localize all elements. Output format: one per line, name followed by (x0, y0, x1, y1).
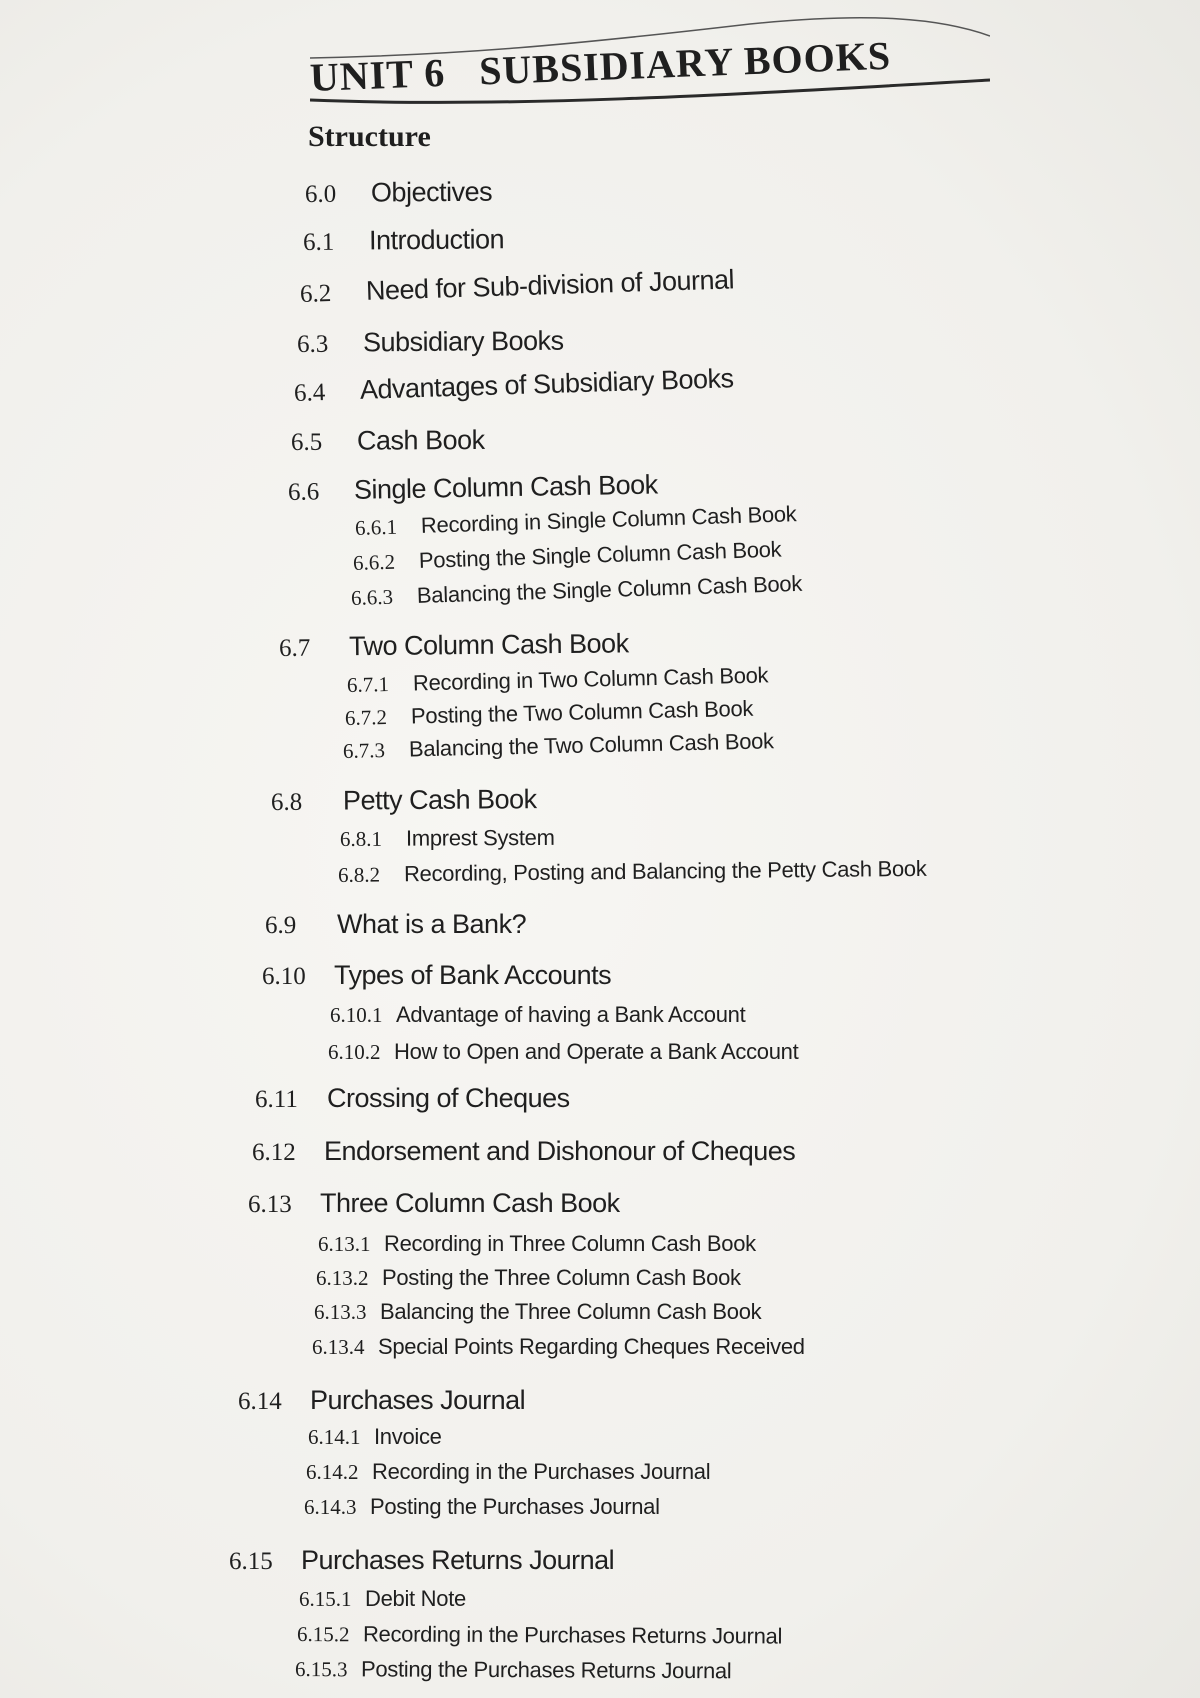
toc-subitem-title: Recording in the Purchases Returns Journal (362, 1621, 783, 1649)
toc-item-title: Single Column Cash Book (353, 469, 658, 505)
toc-item (248, 1188, 620, 1219)
toc-subitem-title: Balancing the Three Column Cash Book (380, 1299, 762, 1324)
toc-subitem (355, 501, 797, 541)
toc-subitem-title: Advantage of having a Bank Account (396, 1002, 746, 1027)
toc-subitem-number: 6.13.4 (312, 1335, 365, 1359)
toc-item-number: 6.2 (299, 280, 332, 308)
toc-subitem (340, 825, 555, 852)
unit-name: SUBSIDIARY BOOKS (478, 32, 892, 94)
toc-subitem-number: 6.15.2 (296, 1622, 350, 1647)
toc-item-number: 6.14 (238, 1388, 282, 1415)
toc-item-title: Types of Bank Accounts (334, 960, 612, 990)
toc-item-number: 6.4 (293, 379, 326, 407)
toc-subitem-number: 6.13.2 (316, 1266, 369, 1290)
toc-item (291, 425, 485, 457)
toc-subitem-title: Recording in Three Column Cash Book (384, 1231, 756, 1256)
toc-item (297, 326, 564, 359)
toc-subitem-title: How to Open and Operate a Bank Account (394, 1039, 799, 1064)
toc-subitem-number: 6.7.3 (342, 738, 386, 763)
toc-item (288, 470, 658, 507)
toc-subitem (328, 1039, 798, 1065)
toc-item-number: 6.15 (229, 1548, 273, 1575)
toc-item (279, 628, 629, 663)
toc-item (271, 784, 537, 817)
toc-item-title: Crossing of Cheques (327, 1083, 570, 1113)
toc-subitem-title: Balancing the Two Column Cash Book (408, 728, 775, 762)
toc-item-number: 6.0 (304, 180, 337, 208)
toc-subitem-number: 6.14.1 (308, 1425, 361, 1449)
toc-item-title: Two Column Cash Book (348, 628, 629, 662)
toc-subitem-number: 6.7.1 (346, 672, 390, 697)
toc-subitem (312, 1334, 805, 1360)
toc-item-title: Three Column Cash Book (320, 1188, 620, 1218)
toc-item (255, 1083, 570, 1114)
toc-subitem-number: 6.15.1 (299, 1587, 352, 1611)
toc-item-title: Purchases Returns Journal (301, 1545, 615, 1575)
toc-subitem (347, 662, 769, 698)
toc-item (303, 224, 504, 257)
toc-subitem (304, 1494, 660, 1520)
toc-subitem-title: Recording, Posting and Balancing the Petty Cash Book (403, 855, 927, 887)
toc-subitem-title: Posting the Single Column Cash Book (418, 536, 782, 573)
toc-subitem (345, 696, 754, 731)
toc-item-title: Purchases Journal (310, 1385, 526, 1415)
toc-subitem (297, 1621, 782, 1650)
toc-subitem-number: 6.8.2 (337, 862, 381, 887)
toc-subitem (338, 856, 927, 888)
toc-subitem-title: Recording in Single Column Cash Book (420, 501, 797, 538)
toc-subitem-title: Balancing the Single Column Cash Book (416, 570, 803, 608)
toc-subitem (316, 1265, 741, 1291)
toc-subitem-number: 6.8.1 (339, 826, 383, 851)
toc-item-title: Objectives (370, 176, 493, 208)
toc-subitem (308, 1424, 442, 1450)
toc-item (252, 1136, 795, 1167)
toc-subitem-title: Special Points Regarding Cheques Received (378, 1334, 805, 1359)
toc-subitem-number: 6.6.3 (350, 584, 394, 610)
toc-item-title: Need for Sub-division of Journal (365, 264, 735, 306)
toc-subitem (314, 1299, 761, 1325)
toc-item (265, 909, 526, 940)
toc-item-number: 6.13 (248, 1191, 292, 1218)
toc-item-title: Introduction (368, 224, 505, 256)
toc-subitem-title: Invoice (374, 1424, 442, 1449)
toc-subitem-number: 6.7.2 (344, 705, 388, 730)
toc-item (305, 177, 492, 209)
toc-item-number: 6.8 (270, 788, 303, 816)
toc-subitem-title: Recording in Two Column Cash Book (412, 662, 769, 696)
toc-subitem-number: 6.10.2 (328, 1040, 381, 1064)
toc-subitem-title: Posting the Purchases Returns Journal (360, 1656, 732, 1684)
toc-subitem-number: 6.13.1 (318, 1232, 371, 1256)
toc-subitem-title: Posting the Three Column Cash Book (382, 1265, 741, 1290)
toc-item (294, 363, 734, 408)
toc-subitem-title: Debit Note (365, 1586, 466, 1611)
toc-subitem-title: Recording in the Purchases Journal (372, 1459, 711, 1484)
toc-subitem-title: Imprest System (405, 824, 555, 851)
toc-item-number: 6.11 (255, 1086, 298, 1113)
toc-subitem (353, 537, 782, 576)
toc-subitem-number: 6.14.2 (306, 1460, 359, 1484)
toc-item-number: 6.10 (262, 963, 306, 990)
toc-item-number: 6.7 (278, 634, 311, 662)
toc-item-title: Petty Cash Book (342, 784, 537, 816)
toc-subitem-number: 6.6.1 (354, 514, 398, 540)
toc-subitem (295, 1656, 732, 1684)
toc-subitem (306, 1459, 710, 1485)
toc-item-number: 6.1 (302, 228, 335, 256)
toc-subitem (318, 1231, 756, 1257)
toc-subitem-number: 6.14.3 (304, 1495, 357, 1519)
toc-item-number: 6.12 (252, 1139, 296, 1166)
structure-heading: Structure (308, 120, 431, 153)
toc-subitem (330, 1002, 745, 1028)
toc-item (238, 1385, 525, 1416)
toc-subitem-number: 6.10.1 (330, 1003, 383, 1027)
unit-number: UNIT 6 (309, 49, 447, 100)
toc-item (262, 960, 611, 991)
toc-subitem-number: 6.6.2 (352, 549, 396, 575)
toc-item-title: What is a Bank? (337, 909, 527, 939)
toc-item-title: Advantages of Subsidiary Books (359, 363, 734, 405)
toc-item-number: 6.6 (287, 478, 320, 506)
toc-item (300, 264, 735, 309)
toc-item-title: Endorsement and Dishonour of Cheques (324, 1136, 796, 1166)
toc-item-title: Subsidiary Books (362, 325, 564, 358)
toc-subitem-title: Posting the Two Column Cash Book (410, 695, 754, 729)
toc-item-number: 6.9 (265, 912, 297, 939)
toc-subitem (343, 728, 774, 764)
toc-item-number: 6.5 (290, 428, 323, 456)
toc-item-number: 6.3 (296, 330, 329, 358)
toc-subitem-title: Posting the Purchases Journal (370, 1494, 660, 1519)
toc-subitem-number: 6.13.3 (314, 1300, 367, 1324)
toc-subitem-number: 6.15.3 (294, 1657, 348, 1682)
toc-subitem (351, 571, 803, 611)
toc-item (229, 1545, 614, 1576)
toc-item-title: Cash Book (356, 424, 485, 456)
toc-subitem (299, 1586, 466, 1612)
